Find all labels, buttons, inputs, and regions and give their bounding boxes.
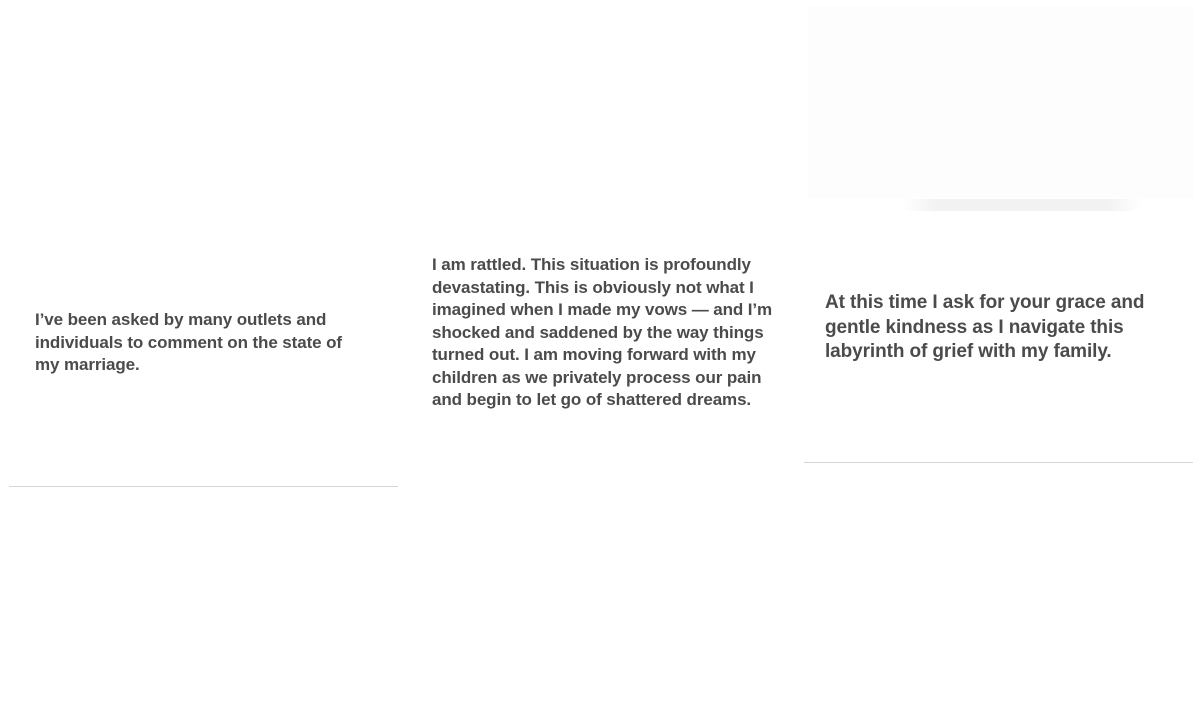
statement-panel-3: [800, 0, 1200, 720]
statement-panel-2: [400, 0, 800, 720]
statement-text-2: I am rattled. This situation is profoundly devastating. This is obviously not what I imagined when I made my vows — and I’m shocked and saddened by the way things turned out. I am moving forward with my children as we privately process our pain and begin to let go of shattered dreams.: [432, 255, 773, 409]
divider-line: [804, 462, 1193, 463]
faded-image-area: [808, 6, 1194, 198]
statement-panel-1: [0, 0, 400, 720]
statement-text-1: I’ve been asked by many outlets and individuals to comment on the state of my marriage.: [35, 310, 342, 374]
statement-text-3: At this time I ask for your grace and gentle kindness as I navigate this labyrinth of grief with my family.: [825, 292, 1145, 362]
faded-caption: [902, 199, 1142, 211]
divider-line: [9, 486, 398, 487]
